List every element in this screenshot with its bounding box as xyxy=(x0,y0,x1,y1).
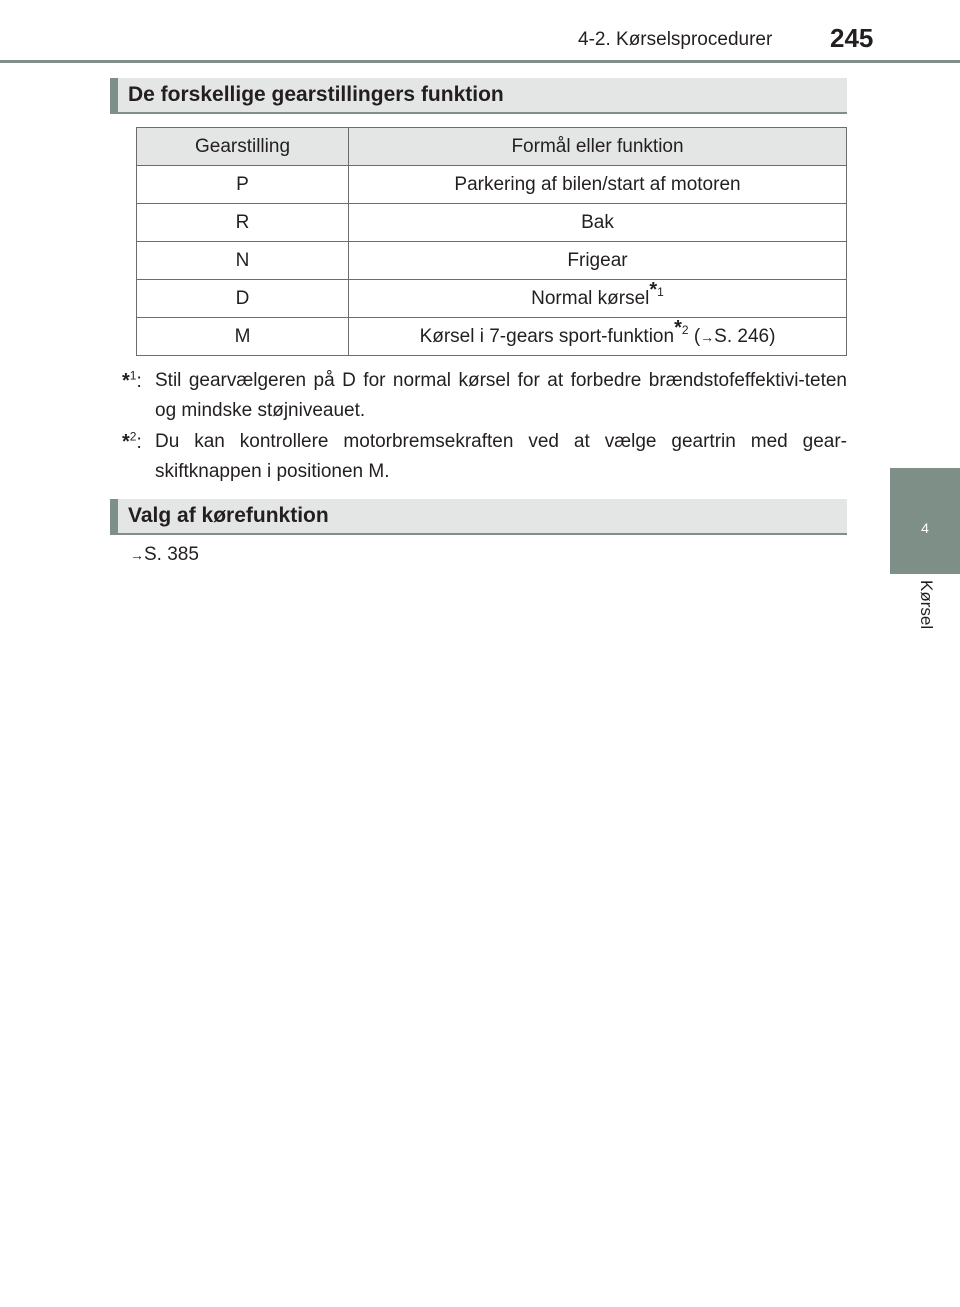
footnote-text: Du kan kontrollere motorbremsekraften ved at vælge geartrin med gear-skiftknappen i positionen M. xyxy=(155,431,847,482)
column-header-gear: Gearstilling xyxy=(137,128,349,166)
function-cell: Kørsel i 7-gears sport-funktion$^{*2}$ (→S. 246) xyxy=(349,318,847,356)
section-title: Valg af kørefunktion xyxy=(128,504,329,527)
table-row xyxy=(137,318,847,356)
asterisk-icon: * xyxy=(122,370,130,392)
function-cell xyxy=(349,242,847,280)
gear-function-table xyxy=(136,127,847,356)
table-row xyxy=(137,166,847,204)
function-text: Normal kørsel xyxy=(531,287,650,309)
section-title: De forskellige gearstillingers funktion xyxy=(128,83,504,106)
header-rule xyxy=(0,60,960,63)
gear-cell: D xyxy=(137,280,349,318)
table-row xyxy=(137,242,847,280)
function-cell xyxy=(349,280,847,318)
asterisk-icon: * xyxy=(674,317,682,340)
section-heading-gear-functions xyxy=(110,78,847,114)
arrow-right-icon: → xyxy=(130,547,144,563)
footnote-text: Stil gearvælgeren på D for normal kørsel for at forbedre brændstofeffektivi-teten og mindske støjniveauet. xyxy=(155,370,847,421)
table-header-row xyxy=(137,128,847,166)
chapter-number: 4 xyxy=(921,520,929,536)
footnote-2 xyxy=(122,427,847,487)
function-text: Frigear xyxy=(567,249,628,271)
gear-cell: N xyxy=(137,242,349,280)
section-heading-drive-mode xyxy=(110,499,847,535)
function-text: Bak xyxy=(581,211,614,233)
footnote-marker: *$^2$: xyxy=(122,429,142,453)
function-text: Kørsel i 7-gears sport-funktion xyxy=(419,325,675,347)
heading-accent-bar xyxy=(110,499,118,533)
chapter-label: Kørsel xyxy=(917,580,936,630)
page-reference-link[interactable]: S. 246 xyxy=(714,325,770,347)
function-cell xyxy=(349,204,847,242)
function-text: Parkering af bilen/start af motoren xyxy=(454,173,741,195)
column-header-function: Formål eller funktion xyxy=(349,128,847,166)
footnote-ref: *2 xyxy=(674,317,689,340)
running-header-section: 4-2. Kørselsprocedurer xyxy=(578,29,773,50)
table-row xyxy=(137,280,847,318)
asterisk-icon: * xyxy=(122,431,130,453)
page-number: 245 xyxy=(830,23,874,53)
footnote-1 xyxy=(122,366,847,426)
asterisk-icon: * xyxy=(649,279,658,302)
heading-accent-bar xyxy=(110,78,118,112)
gear-cell: M xyxy=(137,318,349,356)
page-reference-link[interactable]: S. 385 xyxy=(144,544,199,565)
footnote-marker: *$^1$: xyxy=(122,368,142,392)
table-row xyxy=(137,204,847,242)
gear-cell: P xyxy=(137,166,349,204)
chapter-tab xyxy=(890,468,960,574)
function-cell xyxy=(349,166,847,204)
gear-cell: R xyxy=(137,204,349,242)
cross-reference xyxy=(130,544,199,566)
arrow-right-icon: → xyxy=(700,328,715,345)
footnote-ref: *1 xyxy=(649,279,664,302)
